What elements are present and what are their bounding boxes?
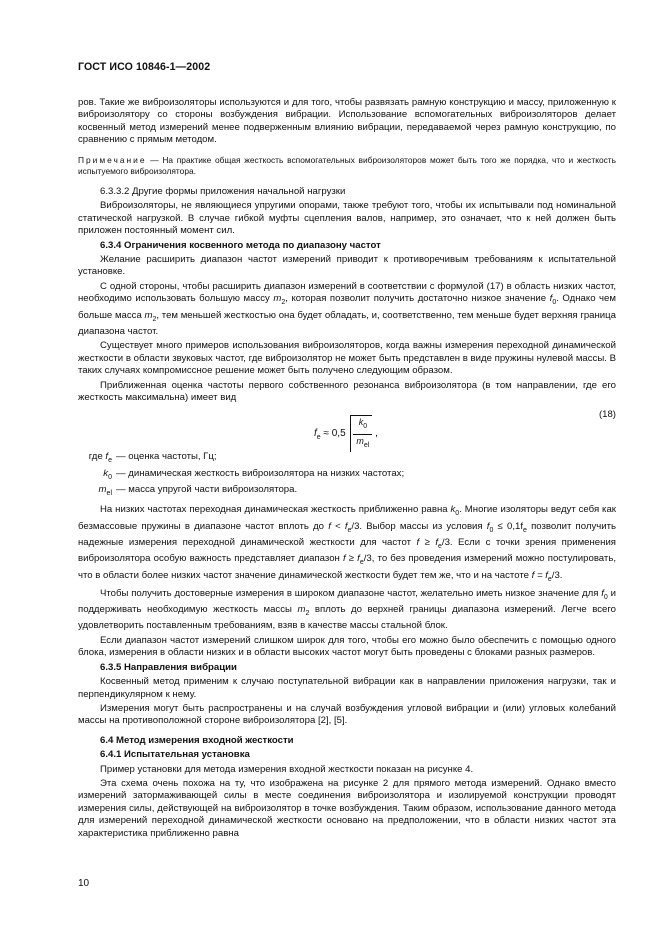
paragraph: Существует много примеров использования виброизоляторов, когда важны измерения переходной динамической жесткости в области звуковых частот, где виброизолятор не может быть представлен в виде пружины нулевой массы. В таких случаях компромиссное решение может быть получено следующим образом. [78, 340, 616, 377]
document-body [78, 97, 616, 842]
note [78, 155, 616, 177]
square-root: $\frac{k_0}{m_{el}}$ [350, 415, 372, 451]
paragraph: На низких частотах переходная динамическая жесткость приближенно равна $k_0$. Многие изоляторы ведут себя как безмассовые пружины в диапазоне частот вплоть до $f < f_e/3$. Выбор массы из условия $f_0 \le 0,1f_e$ позволит получить надежные измерения переходной динамической жесткости для частот $f \ge f_e/3$. Если с точки зрения применения виброизолятора особую важность представляет диапазон $f \ge f_e/3$, то без проведения измерений можно постулировать, что в области более низких частот значение динамической жесткости будет тем же, что и на частоте $f = f_e/3$. [78, 504, 616, 583]
document-header: ГОСТ ИСО 10846-1—2002 [78, 61, 211, 73]
definition-row: $m_{el}$ — масса упругой части виброизолятора. [98, 483, 298, 497]
definition-row: $k_0$ — динамическая жесткость виброизолятора на низких частотах; [103, 467, 405, 481]
section-heading: 6.3.5 Направления вибрации [100, 661, 237, 673]
subsection-heading: 6.3.3.2 Другие формы приложения начальной нагрузки [100, 186, 346, 198]
paragraph: Виброизоляторы, не являющиеся упругими опорами, также требуют того, чтобы их испытывали под номинальной статической нагрузкой. В случае гибкой муфты сцепления валов, например, это означает, что к ней должен быть приложен постоянный момент сил. [78, 200, 616, 237]
paragraph: Пример установки для метода измерения входной жесткости показан на рисунке 4. [100, 763, 474, 775]
note-text: — На практике общая жесткость вспомогательных виброизоляторов может быть того же порядка, что и жесткость испытуемого виброизолятора. [78, 154, 616, 176]
formula-number: (18) [598, 409, 616, 421]
section-heading: 6.4 Метод измерения входной жесткости [100, 734, 294, 746]
paragraph: Приближенная оценка частоты первого собственного резонанса виброизолятора (в том направлении, где его жесткость максимальна) имеет вид [78, 379, 616, 403]
symbol-definitions [78, 451, 616, 500]
paragraph: Желание расширить диапазон частот измерений приводит к противоречивым требованиям к испытательной установке. [78, 254, 616, 278]
formula-expression: $f_e \approx 0,5$ $\frac{k_0}{m_{el}}$ , [314, 415, 378, 451]
paragraph: Эта схема очень похожа на ту, что изображена на рисунке 2 для прямого метода измерений. Однако вместо измерений затормаживающей силы в месте соединения виброизолятора и изолируемой конструкции проводят измерения силы, действующей на виброизолятор в точке возбуждения. Таким образом, использование данного метода для измерений переходной динамической жесткости основано на предположении, что в области низких частот эта характеристика приближенно равна [78, 777, 616, 839]
note-label: Примечание [78, 154, 147, 165]
paragraph: Чтобы получить достоверные измерения в широком диапазоне частот, желательно иметь низкое значение для $f_0$ и поддерживать необходимую жесткость массы $m_2$ вплоть до верхней границы диапазона измерений. Легче всего удовлетворить поставленным требованиям, взяв в качестве массы стальной блок. [78, 587, 616, 632]
section-heading: 6.3.4 Ограничения косвенного метода по диапазону частот [100, 239, 381, 251]
paragraph: ров. Такие же виброизоляторы используются и для того, чтобы развязать рамную конструкцию и массу, приложенную к виброизолятору со стороны возбуждения вибрации. Использование вспомогательных виброизоляторов делает косвенный метод измерений менее подверженным влиянию вибрации, передаваемой через рамную конструкцию, по сравнению с прямым методом. [78, 97, 616, 146]
paragraph: Если диапазон частот измерений слишком широк для того, чтобы его можно было обеспечить с помощью одного блока, измерения в области низких и в области высоких частот могут быть проведены с блоками разных размеров. [78, 634, 616, 659]
definition-row: где $f_e$ — оценка частоты, Гц; [88, 451, 217, 465]
document-page [78, 0, 616, 936]
paragraph: Измерения могут быть распространены и на случай возбуждения угловой вибрации и (или) угловых колебаний массы на противоположной стороне виброизолятора [2], [5]. [78, 702, 616, 727]
formula-18 [78, 409, 616, 449]
paragraph: С одной стороны, чтобы расширить диапазон измерений в соответствии с формулой (17) в область низких частот, необходимо использовать большую массу $m_2$, которая позволит получить достаточно низкое значение $f_0$. Однако чем больше масса $m_2$, тем меньшей жесткостью она будет обладать, и, соответственно, тем меньше будет верхняя граница диапазона частот. [78, 280, 616, 337]
paragraph: Косвенный метод применим к случаю поступательной вибрации как в направлении приложения нагрузки, так и перпендикулярном к нему. [78, 676, 616, 700]
page-number: 10 [78, 878, 90, 889]
section-heading: 6.4.1 Испытательная установка [100, 749, 250, 761]
